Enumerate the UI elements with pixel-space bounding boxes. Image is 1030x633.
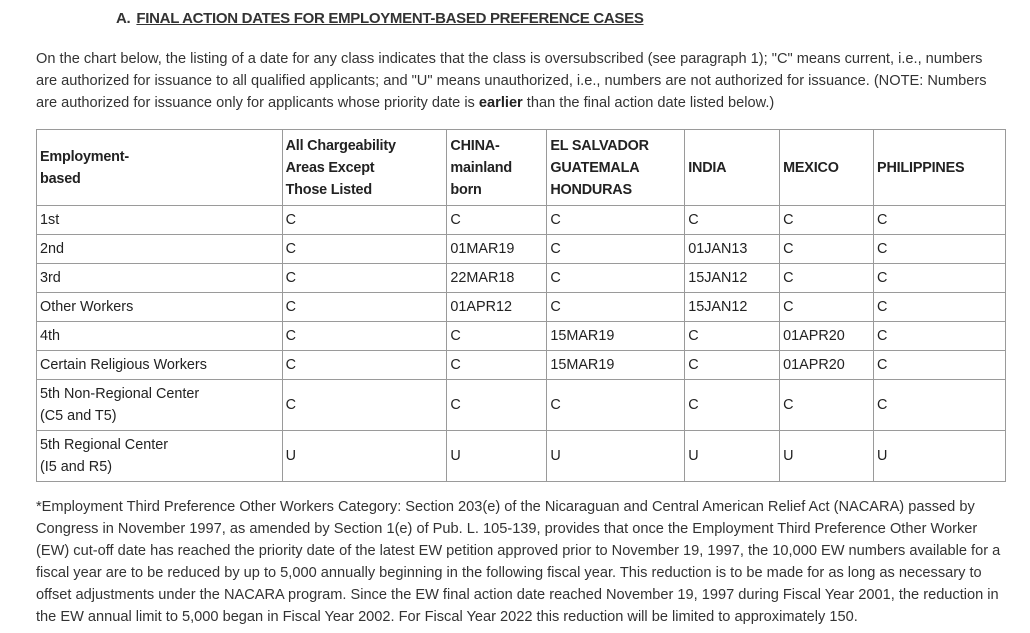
header-line: Those Listed [285, 181, 372, 198]
table-row [37, 264, 1006, 293]
date-cell: C [874, 380, 1006, 431]
date-cell: C [282, 322, 447, 351]
table-row [37, 431, 1006, 482]
date-cell: C [874, 322, 1006, 351]
date-cell: C [780, 206, 874, 235]
header-el-salvador-guatemala-honduras [547, 130, 685, 206]
date-cell: U [547, 431, 685, 482]
date-cell: 01JAN13 [685, 235, 780, 264]
row-label [37, 431, 283, 482]
date-cell: C [447, 206, 547, 235]
intro-emphasis: earlier [478, 95, 523, 111]
intro-text-after: than the final action date listed below.) [522, 95, 775, 111]
date-cell: C [282, 380, 447, 431]
date-cell: 15MAR19 [547, 322, 685, 351]
table-row [37, 293, 1006, 322]
date-cell: C [447, 351, 547, 380]
date-cell: C [780, 380, 874, 431]
row-label-line: 3rd [40, 270, 61, 286]
date-cell: C [282, 206, 447, 235]
header-line: GUATEMALA [550, 159, 640, 176]
date-cell: C [685, 351, 780, 380]
date-cell: 01APR20 [780, 351, 874, 380]
header-line: INDIA [688, 159, 727, 176]
date-cell: C [685, 380, 780, 431]
header-line: based [40, 170, 81, 187]
date-cell: C [447, 322, 547, 351]
section-title: FINAL ACTION DATES FOR EMPLOYMENT-BASED PREFERENCE CASES [136, 10, 644, 27]
date-cell: C [780, 235, 874, 264]
table-row [37, 380, 1006, 431]
row-label-line: 5th Regional Center [40, 437, 168, 453]
header-employment-based [37, 130, 283, 206]
date-cell: C [282, 293, 447, 322]
section-heading [116, 10, 644, 27]
date-cell: C [282, 351, 447, 380]
header-mexico [780, 130, 874, 206]
date-cell: C [874, 235, 1006, 264]
date-cell: C [874, 351, 1006, 380]
date-cell: U [685, 431, 780, 482]
date-cell: 01MAR19 [447, 235, 547, 264]
row-label-line: Other Workers [40, 299, 134, 315]
table-row [37, 206, 1006, 235]
header-line: Employment- [40, 148, 129, 165]
row-label [37, 322, 283, 351]
intro-paragraph [36, 48, 996, 114]
header-china [447, 130, 547, 206]
header-line: CHINA- [450, 137, 500, 154]
date-cell: C [547, 380, 685, 431]
date-cell: U [780, 431, 874, 482]
header-all-chargeability [282, 130, 447, 206]
row-label [37, 206, 283, 235]
date-cell: C [780, 264, 874, 293]
row-label [37, 264, 283, 293]
date-cell: C [874, 206, 1006, 235]
section-letter: A. [116, 10, 131, 27]
date-cell: C [685, 206, 780, 235]
table-row [37, 351, 1006, 380]
date-cell: 15MAR19 [547, 351, 685, 380]
date-cell: 15JAN12 [685, 293, 780, 322]
row-label [37, 380, 283, 431]
row-label-line: 4th [40, 328, 61, 344]
row-label [37, 235, 283, 264]
date-cell: 01APR20 [780, 322, 874, 351]
row-label-line: Certain Religious Workers [40, 357, 207, 373]
header-line: PHILIPPINES [877, 159, 965, 176]
date-cell: 22MAR18 [447, 264, 547, 293]
date-cell: U [282, 431, 447, 482]
date-cell: C [780, 293, 874, 322]
intro-text-before: On the chart below, the listing of a date for any class indicates that the class is oversubscribed (see paragraph 1); "C" means current, i.e., numbers are authorized for issuance to all qualified applicants; and "U" means unauthorized, i.e., numbers are not authorized for issuance. (NOTE: Numbers are authorized for issuance only for applicants whose priority date is [36, 51, 987, 111]
row-label-line: 2nd [40, 241, 65, 257]
header-line: born [450, 181, 482, 198]
header-line: EL SALVADOR [550, 137, 649, 154]
table-body [37, 206, 1006, 482]
table-row [37, 235, 1006, 264]
date-cell: 01APR12 [447, 293, 547, 322]
row-label-line: 1st [40, 212, 60, 228]
date-cell: C [447, 380, 547, 431]
row-label-line: 5th Non-Regional Center [40, 386, 200, 402]
header-line: mainland [450, 159, 512, 176]
date-cell: C [282, 235, 447, 264]
date-cell: C [547, 264, 685, 293]
date-cell: C [547, 206, 685, 235]
footnote-paragraph: *Employment Third Preference Other Workers Category: Section 203(e) of the Nicaraguan and Central American Relief Act (NACARA) passed by Congress in November 1997, as amended by Section 1(e) of Pub. L. 105-139, provides that once the Employment Third Preference Other Worker (EW) cut-off date has reached the priority date of the latest EW petition approved prior to November 19, 1997, the 10,000 EW numbers available for a fiscal year are to be reduced by up to 5,000 annually beginning in the following fiscal year. This reduction is to be made for as long as necessary to offset adjustments under the NACARA program. Since the EW final action date reached November 19, 1997 during Fiscal Year 2001, the reduction in the EW annual limit to 5,000 began in Fiscal Year 2002. For Fiscal Year 2022 this reduction will be limited to approximately 150. [36, 499, 1001, 625]
row-label [37, 293, 283, 322]
row-label-line: (I5 and R5) [40, 459, 112, 475]
row-label-line: (C5 and T5) [40, 408, 117, 424]
date-cell: U [447, 431, 547, 482]
header-line: All Chargeability [285, 137, 396, 154]
header-philippines [874, 130, 1006, 206]
date-cell: U [874, 431, 1006, 482]
table-row [37, 322, 1006, 351]
date-cell: C [874, 264, 1006, 293]
date-cell: C [282, 264, 447, 293]
date-cell: C [874, 293, 1006, 322]
date-cell: C [547, 235, 685, 264]
date-cell: 15JAN12 [685, 264, 780, 293]
header-india [685, 130, 780, 206]
final-action-dates-table [36, 129, 1006, 482]
row-label [37, 351, 283, 380]
table-header-row [37, 130, 1006, 206]
date-cell: C [685, 322, 780, 351]
header-line: Areas Except [285, 159, 375, 176]
header-line: MEXICO [783, 159, 839, 176]
header-line: HONDURAS [550, 181, 632, 198]
date-cell: C [547, 293, 685, 322]
